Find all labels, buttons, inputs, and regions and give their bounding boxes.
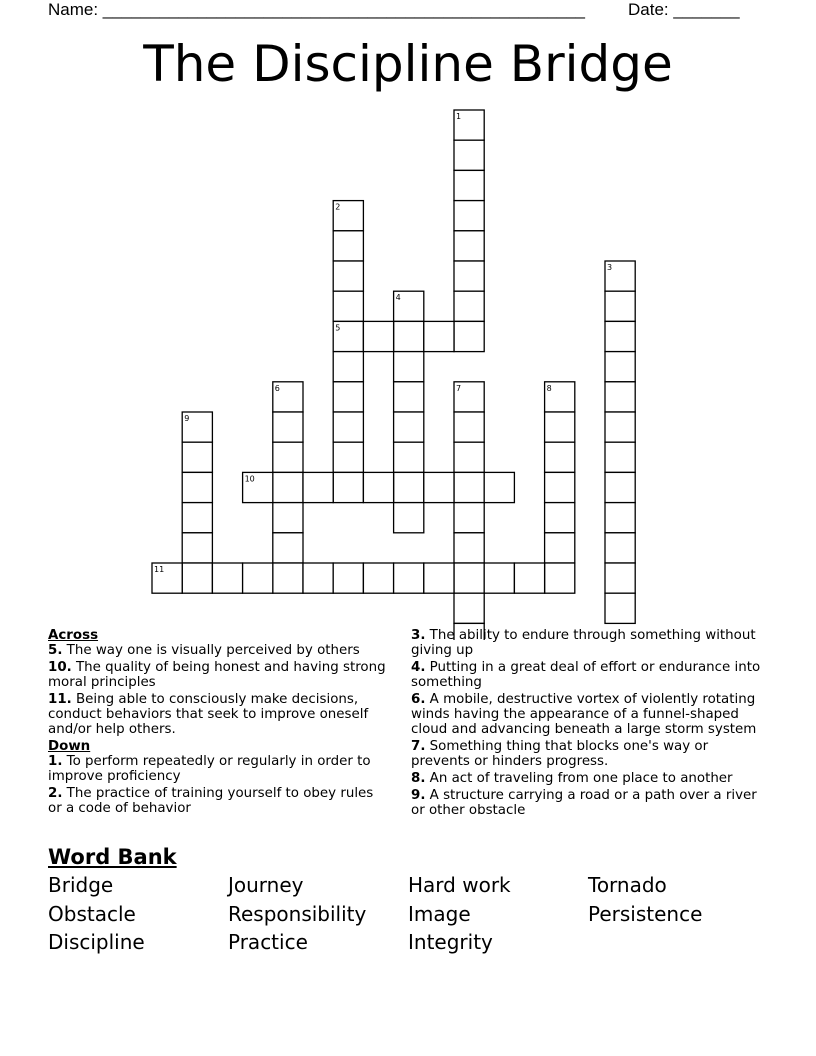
grid-cell[interactable] (454, 472, 484, 502)
cell-number: 9 (184, 414, 190, 423)
grid-cell[interactable] (605, 533, 635, 563)
grid-cell[interactable] (454, 593, 484, 623)
grid-cell[interactable] (212, 563, 242, 593)
grid-cell[interactable] (484, 472, 514, 502)
grid-cell[interactable] (454, 291, 484, 321)
grid-cell[interactable] (333, 231, 363, 261)
cell-number: 2 (335, 202, 341, 212)
grid-cell[interactable] (363, 321, 393, 351)
cell-number: 11 (154, 565, 165, 574)
cell-number: 6 (274, 383, 280, 393)
grid-cell[interactable] (363, 472, 393, 502)
grid-cell[interactable] (454, 261, 484, 291)
grid-cell[interactable] (394, 442, 424, 472)
grid-cell[interactable] (545, 533, 575, 563)
name-field[interactable]: Name: ___________________________________________________ (48, 0, 585, 19)
clue-number: 3. (411, 628, 426, 643)
word-bank-item: Practice (228, 930, 308, 954)
date-field[interactable]: Date: _______ (628, 0, 740, 19)
grid-cell[interactable] (333, 412, 363, 442)
grid-cell[interactable] (363, 563, 393, 593)
grid-cell[interactable] (273, 442, 303, 472)
grid-cell[interactable] (394, 382, 424, 412)
grid-cell[interactable] (605, 563, 635, 593)
grid-cell[interactable] (394, 352, 424, 382)
grid-cell[interactable] (454, 170, 484, 200)
grid-cell[interactable] (605, 412, 635, 442)
grid-cell[interactable] (394, 503, 424, 533)
grid-cell[interactable] (273, 563, 303, 593)
clue-10 (48, 660, 388, 690)
cell-number: 7 (456, 383, 462, 393)
clue-number: 2. (48, 786, 63, 801)
clue-text: A structure carrying a road or a path over a river or other obstacle (411, 788, 757, 818)
clue-number: 1. (48, 754, 63, 769)
grid-cell[interactable] (333, 442, 363, 472)
cell-number: 8 (546, 383, 552, 393)
grid-cell[interactable] (545, 472, 575, 502)
grid-cell[interactable] (605, 503, 635, 533)
clue-number: 5. (48, 643, 63, 658)
grid-cell[interactable] (454, 140, 484, 170)
clue-text: The quality of being honest and having strong moral principles (48, 660, 386, 690)
clue-text: The way one is visually perceived by others (62, 643, 360, 658)
clue-2 (48, 786, 388, 816)
clue-number: 7. (411, 739, 426, 754)
clue-text: An act of traveling from one place to another (425, 771, 733, 786)
grid-cell[interactable] (182, 533, 212, 563)
grid-cell[interactable] (454, 442, 484, 472)
word-bank-item: Tornado (588, 873, 667, 897)
clue-5 (48, 643, 388, 658)
grid-cell[interactable] (303, 563, 333, 593)
grid-cell[interactable] (333, 563, 363, 593)
grid-cell[interactable] (394, 472, 424, 502)
clue-3 (411, 628, 771, 658)
clue-number: 4. (411, 660, 426, 675)
word-bank-item: Integrity (408, 930, 493, 954)
grid-cell[interactable] (333, 261, 363, 291)
grid-cell[interactable] (394, 412, 424, 442)
grid-cell[interactable] (182, 503, 212, 533)
grid-cell[interactable] (454, 231, 484, 261)
word-bank-item: Image (408, 901, 471, 926)
grid-cell[interactable] (454, 503, 484, 533)
down-heading: Down (48, 739, 91, 754)
grid-cell[interactable] (182, 442, 212, 472)
grid-cell[interactable] (605, 472, 635, 502)
word-bank-item: Obstacle (48, 901, 136, 926)
clue-number: 10. (48, 660, 72, 675)
clue-9 (411, 788, 771, 818)
grid-cell[interactable] (243, 563, 273, 593)
across-heading: Across (48, 628, 99, 643)
clue-number: 8. (411, 771, 426, 786)
clue-text: A mobile, destructive vortex of violently rotating winds having the appearance of a funnel-shaped cloud and advancing beneath a large storm system (411, 692, 757, 737)
clue-text: The practice of training yourself to obey rules or a code of behavior (48, 786, 374, 816)
word-bank-item: Bridge (48, 873, 114, 897)
grid-cell[interactable] (605, 291, 635, 321)
grid-cell[interactable] (333, 352, 363, 382)
word-bank-item: Journey (228, 873, 304, 897)
grid-cell[interactable] (182, 563, 212, 593)
grid-cell[interactable] (605, 442, 635, 472)
grid-cell[interactable] (333, 472, 363, 502)
clue-7 (411, 739, 771, 769)
grid-cell[interactable] (605, 352, 635, 382)
grid-cell[interactable] (454, 533, 484, 563)
grid-cell[interactable] (484, 563, 514, 593)
grid-cell[interactable] (545, 503, 575, 533)
clue-text: Being able to consciously make decisions, conduct behaviors that seek to improve oneself and/or help others. (48, 692, 369, 737)
grid-cell[interactable] (394, 321, 424, 351)
clue-text: To perform repeatedly or regularly in order to improve proficiency (48, 754, 371, 784)
grid-cell[interactable] (605, 382, 635, 412)
grid-cell[interactable] (514, 563, 544, 593)
clue-number: 11. (48, 692, 72, 707)
clue-6 (411, 692, 771, 737)
grid-cell[interactable] (182, 472, 212, 502)
clue-11 (48, 692, 388, 737)
word-bank (48, 873, 788, 959)
word-bank-title: Word Bank (48, 845, 177, 869)
grid-cell[interactable] (605, 593, 635, 623)
grid-cell[interactable] (333, 382, 363, 412)
clue-text: Putting in a great deal of effort or endurance into something (411, 660, 761, 690)
grid-cell[interactable] (454, 563, 484, 593)
clue-text: Something thing that blocks one's way or prevents or hinders progress. (411, 739, 709, 769)
grid-cell[interactable] (545, 412, 575, 442)
grid-cell[interactable] (454, 321, 484, 351)
clue-4 (411, 660, 771, 690)
grid-cell[interactable] (424, 321, 454, 351)
word-bank-item: Persistence (588, 901, 703, 926)
grid-cell[interactable] (273, 503, 303, 533)
grid-cell[interactable] (545, 442, 575, 472)
word-bank-item: Hard work (408, 873, 511, 897)
grid-cell[interactable] (273, 412, 303, 442)
cell-number: 5 (335, 323, 341, 333)
clues-right-column (411, 628, 771, 820)
page-title: The Discipline Bridge (143, 35, 673, 93)
grid-cell[interactable] (454, 412, 484, 442)
cell-number: 10 (244, 474, 255, 484)
clues-left-column (48, 628, 388, 818)
grid-cell[interactable] (273, 533, 303, 563)
clue-number: 9. (411, 788, 426, 803)
grid-cell[interactable] (424, 472, 454, 502)
cell-number: 1 (456, 112, 462, 121)
cell-number: 3 (607, 263, 613, 272)
clue-8 (411, 771, 771, 786)
word-bank-item: Responsibility (228, 901, 367, 926)
grid-cell[interactable] (454, 201, 484, 231)
grid-cell[interactable] (333, 291, 363, 321)
grid-cell[interactable] (545, 563, 575, 593)
cell-number: 4 (395, 293, 401, 303)
grid-cell[interactable] (605, 321, 635, 351)
clue-1 (48, 754, 388, 784)
grid-cell[interactable] (303, 472, 333, 502)
clue-number: 6. (411, 692, 426, 707)
word-bank-item: Discipline (48, 930, 145, 954)
clue-text: The ability to endure through something without giving up (411, 628, 756, 658)
grid-cell[interactable] (424, 563, 454, 593)
grid-cell[interactable] (394, 563, 424, 593)
grid-cell[interactable] (273, 472, 303, 502)
